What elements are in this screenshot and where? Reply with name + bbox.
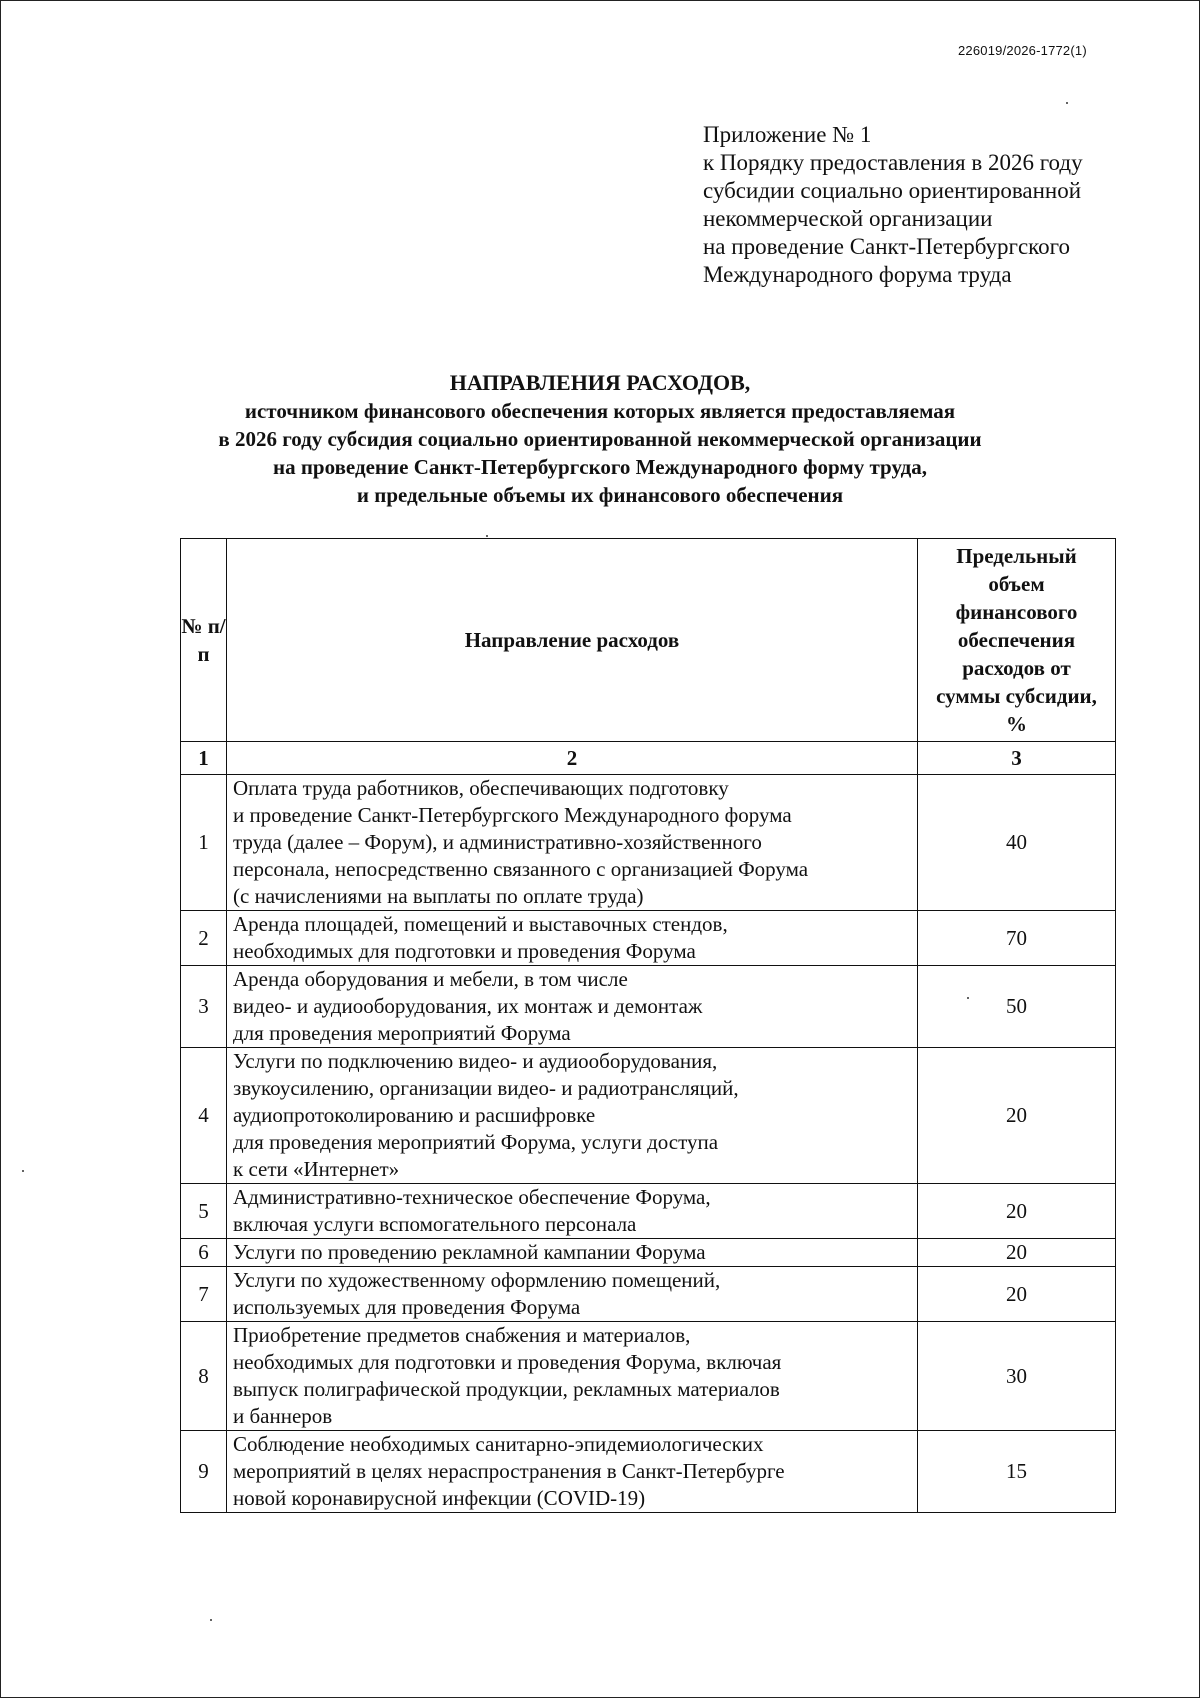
- row-percent: 50: [918, 966, 1116, 1048]
- document-heading: [150, 369, 1050, 509]
- row-direction: [227, 966, 918, 1048]
- row-direction: [227, 1184, 918, 1239]
- header-percent: Предельный объем финансового обеспечения расходов от суммы субсидии, %: [918, 539, 1116, 742]
- row-number: 3: [181, 966, 227, 1048]
- table-row: [181, 911, 1116, 966]
- heading-line: в 2026 году субсидия социально ориентированной некоммерческой организации: [218, 427, 982, 451]
- heading-title: НАПРАВЛЕНИЯ РАСХОДОВ,: [449, 370, 751, 395]
- row-number: 6: [181, 1239, 227, 1267]
- row-number: 1: [181, 775, 227, 911]
- column-index: 1: [181, 742, 227, 775]
- row-direction: [227, 1267, 918, 1322]
- direction-line: Приобретение предметов снабжения и материалов,: [233, 1323, 691, 1347]
- direction-line: аудиопротоколированию и расшифровке: [233, 1103, 596, 1127]
- table-row: [181, 775, 1116, 911]
- table-row: [181, 1322, 1116, 1431]
- direction-line: к сети «Интернет»: [233, 1157, 400, 1181]
- table-row: [181, 1267, 1116, 1322]
- column-index: 3: [918, 742, 1116, 775]
- direction-line: и проведение Санкт-Петербургского Международного форума: [233, 803, 792, 827]
- row-percent: 20: [918, 1048, 1116, 1184]
- row-percent: 30: [918, 1322, 1116, 1431]
- appendix-line: субсидии социально ориентированной: [703, 178, 1082, 203]
- column-index-row: [181, 742, 1116, 775]
- direction-line: мероприятий в целях нераспространения в Санкт-Петербурге: [233, 1459, 785, 1483]
- scan-speck: [22, 1170, 24, 1172]
- column-index: 2: [227, 742, 918, 775]
- direction-line: новой коронавирусной инфекции (COVID-19): [233, 1486, 646, 1510]
- direction-line: (с начислениями на выплаты по оплате труда): [233, 884, 644, 908]
- row-number: 4: [181, 1048, 227, 1184]
- header-direction: Направление расходов: [227, 539, 918, 742]
- row-number: 8: [181, 1322, 227, 1431]
- row-direction: [227, 1048, 918, 1184]
- row-direction: [227, 1322, 918, 1431]
- table-row: [181, 966, 1116, 1048]
- row-percent: 15: [918, 1431, 1116, 1513]
- direction-line: Административно-техническое обеспечение Форума,: [233, 1185, 711, 1209]
- direction-line: Услуги по художественному оформлению помещений,: [233, 1268, 721, 1292]
- direction-line: Оплата труда работников, обеспечивающих подготовку: [233, 776, 729, 800]
- row-percent: 40: [918, 775, 1116, 911]
- direction-line: звукоусилению, организации видео- и радиотрансляций,: [233, 1076, 739, 1100]
- heading-line: на проведение Санкт-Петербургского Международного форму труда,: [272, 455, 927, 479]
- direction-line: видео- и аудиооборудования, их монтаж и демонтаж: [233, 994, 703, 1018]
- table-header-row: [181, 539, 1116, 742]
- appendix-line: Приложение № 1: [703, 122, 872, 147]
- direction-line: Услуги по проведению рекламной кампании Форума: [233, 1240, 706, 1264]
- direction-line: Аренда оборудования и мебели, в том числе: [233, 967, 628, 991]
- row-number: 7: [181, 1267, 227, 1322]
- appendix-line: на проведение Санкт-Петербургского: [703, 234, 1071, 259]
- direction-line: для проведения мероприятий Форума, услуги доступа: [233, 1130, 719, 1154]
- document-id: 226019/2026-1772(1): [958, 43, 1087, 58]
- scan-speck: [967, 997, 969, 999]
- direction-line: необходимых для подготовки и проведения Форума, включая: [233, 1350, 782, 1374]
- row-percent: 70: [918, 911, 1116, 966]
- row-direction: [227, 1431, 918, 1513]
- direction-line: включая услуги вспомогательного персонала: [233, 1212, 637, 1236]
- appendix-line: некоммерческой организации: [703, 206, 993, 231]
- direction-line: Аренда площадей, помещений и выставочных стендов,: [233, 912, 728, 936]
- row-number: 2: [181, 911, 227, 966]
- row-direction: [227, 775, 918, 911]
- row-percent: 20: [918, 1184, 1116, 1239]
- direction-line: Соблюдение необходимых санитарно-эпидемиологических: [233, 1432, 764, 1456]
- heading-line: и предельные объемы их финансового обеспечения: [356, 483, 844, 507]
- direction-line: персонала, непосредственно связанного с организацией Форума: [233, 857, 809, 881]
- direction-line: используемых для проведения Форума: [233, 1295, 581, 1319]
- direction-line: Услуги по подключению видео- и аудиооборудования,: [233, 1049, 718, 1073]
- direction-line: труда (далее – Форум), и административно-хозяйственного: [233, 830, 762, 854]
- scan-speck: [210, 1619, 212, 1621]
- heading-line: источником финансового обеспечения которых является предоставляемая: [244, 399, 956, 423]
- table-row: [181, 1431, 1116, 1513]
- row-percent: 20: [918, 1267, 1116, 1322]
- row-percent: 20: [918, 1239, 1116, 1267]
- appendix-line: к Порядку предоставления в 2026 году: [703, 150, 1083, 175]
- direction-line: необходимых для подготовки и проведения Форума: [233, 939, 696, 963]
- direction-line: для проведения мероприятий Форума: [233, 1021, 571, 1045]
- appendix-line: Международного форума труда: [703, 262, 1012, 287]
- table-row: [181, 1184, 1116, 1239]
- row-number: 5: [181, 1184, 227, 1239]
- row-number: 9: [181, 1431, 227, 1513]
- table-row: [181, 1239, 1116, 1267]
- row-direction: [227, 911, 918, 966]
- expenses-table: [180, 538, 1116, 1513]
- table-row: [181, 1048, 1116, 1184]
- appendix-block: [703, 121, 1173, 289]
- direction-line: и баннеров: [233, 1404, 333, 1428]
- scan-speck: [486, 535, 488, 537]
- scan-speck: [1066, 102, 1068, 104]
- row-direction: [227, 1239, 918, 1267]
- direction-line: выпуск полиграфической продукции, рекламных материалов: [233, 1377, 780, 1401]
- header-num: № п/п: [181, 539, 227, 742]
